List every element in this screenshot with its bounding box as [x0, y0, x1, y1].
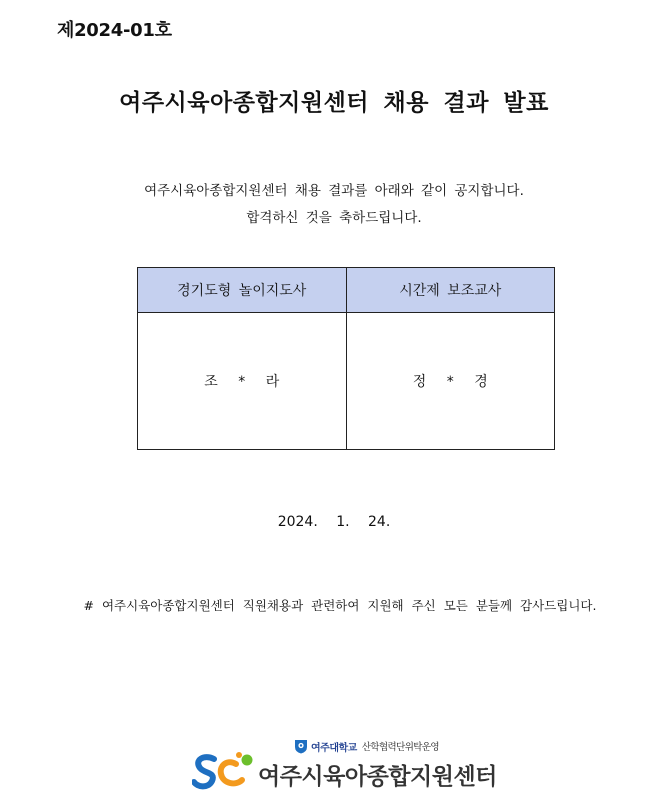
table-header-row — [138, 268, 555, 313]
notice-line: 여주시육아종합지원센터 채용 결과를 아래와 같이 공지합니다. — [144, 183, 524, 199]
table-cell: 정 * 경 — [346, 313, 555, 450]
university-row — [294, 738, 439, 754]
document-title: 여주시육아종합지원센터 채용 결과 발표 — [119, 90, 549, 116]
table-row — [138, 313, 555, 450]
university-name: 여주대학교 — [311, 742, 357, 754]
thanks-note: # 여주시육아종합지원센터 직원채용과 관련하여 지원해 주신 모든 분들께 감사드립니다. — [83, 598, 597, 613]
center-brand-icon — [192, 750, 254, 792]
university-tagline: 산학협력단위탁운영 — [361, 742, 440, 753]
results-table — [137, 267, 555, 450]
table-header-cell: 경기도형 놀이지도사 — [138, 268, 347, 313]
document-number: 제2024-01호 — [57, 20, 172, 41]
center-name: 여주시육아종합지원센터 — [258, 764, 497, 790]
table-cell: 조 * 라 — [138, 313, 347, 450]
university-emblem-icon — [294, 739, 308, 754]
notice-text — [0, 178, 668, 232]
notice-line: 합격하신 것을 축하드립니다. — [246, 210, 422, 226]
announcement-date: 2024. 1. 24. — [277, 514, 391, 530]
footer-logo — [192, 738, 497, 794]
table-header-cell: 시간제 보조교사 — [346, 268, 555, 313]
